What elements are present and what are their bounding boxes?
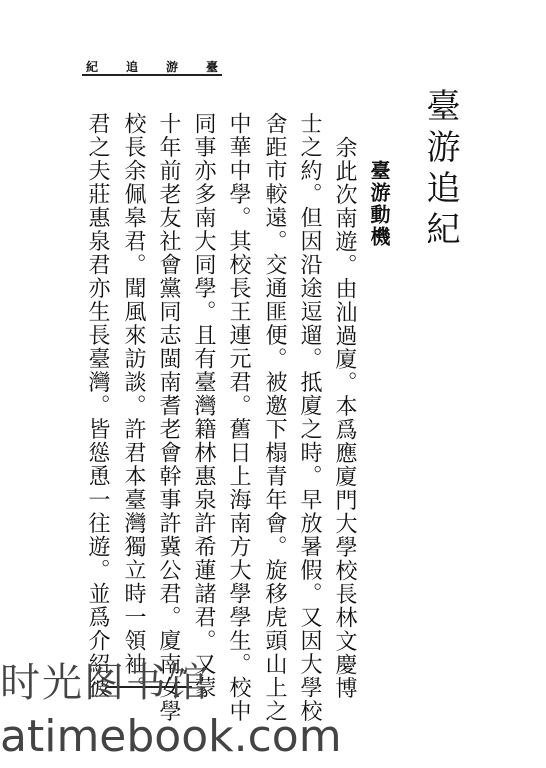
text-column-3: 舍距市較遠。交通匪便。被邀下榻青年會。旋移虎頭山上之 [262,112,287,723]
running-header-char: 紀 [86,60,99,74]
header-rule [82,74,222,76]
running-header-char: 游 [165,60,178,74]
text-column-1: 余此次南遊。由汕過廈。本爲應廈門大學校長林文慶博 [332,136,357,700]
running-header [86,58,218,75]
running-header-char: 追 [125,60,138,74]
text-column-5: 同事亦多南大同學。且有臺灣籍林惠泉許希蓮諸君。又蒙 [191,112,216,700]
chapter-title: 臺游追紀 [420,88,460,252]
text-column-6: 十年前老友社會黨同志閩南耆老會幹事許冀公君。廈南女學 [156,112,181,723]
section-heading: 臺游動機 [367,160,391,248]
running-header-char: 臺 [205,60,218,74]
text-column-4: 中華中學。其校長王連元君。舊日上海南方大學學生。校中 [226,112,251,723]
text-column-8: 君之夫莊惠泉君亦生長臺灣。皆慫恿一往遊。並爲介紹彼 [85,112,110,700]
text-column-2: 士之約。但因沿途逗遛。抵廈之時。早放暑假。又因大學校 [297,112,322,723]
text-column-7: 校長余佩皋君。聞風來訪談。許君本臺灣獨立時一領袖。 [121,112,146,700]
watermark-url: atimebook.com [0,711,342,762]
watermark-text: 时光图书馆 [0,660,210,706]
